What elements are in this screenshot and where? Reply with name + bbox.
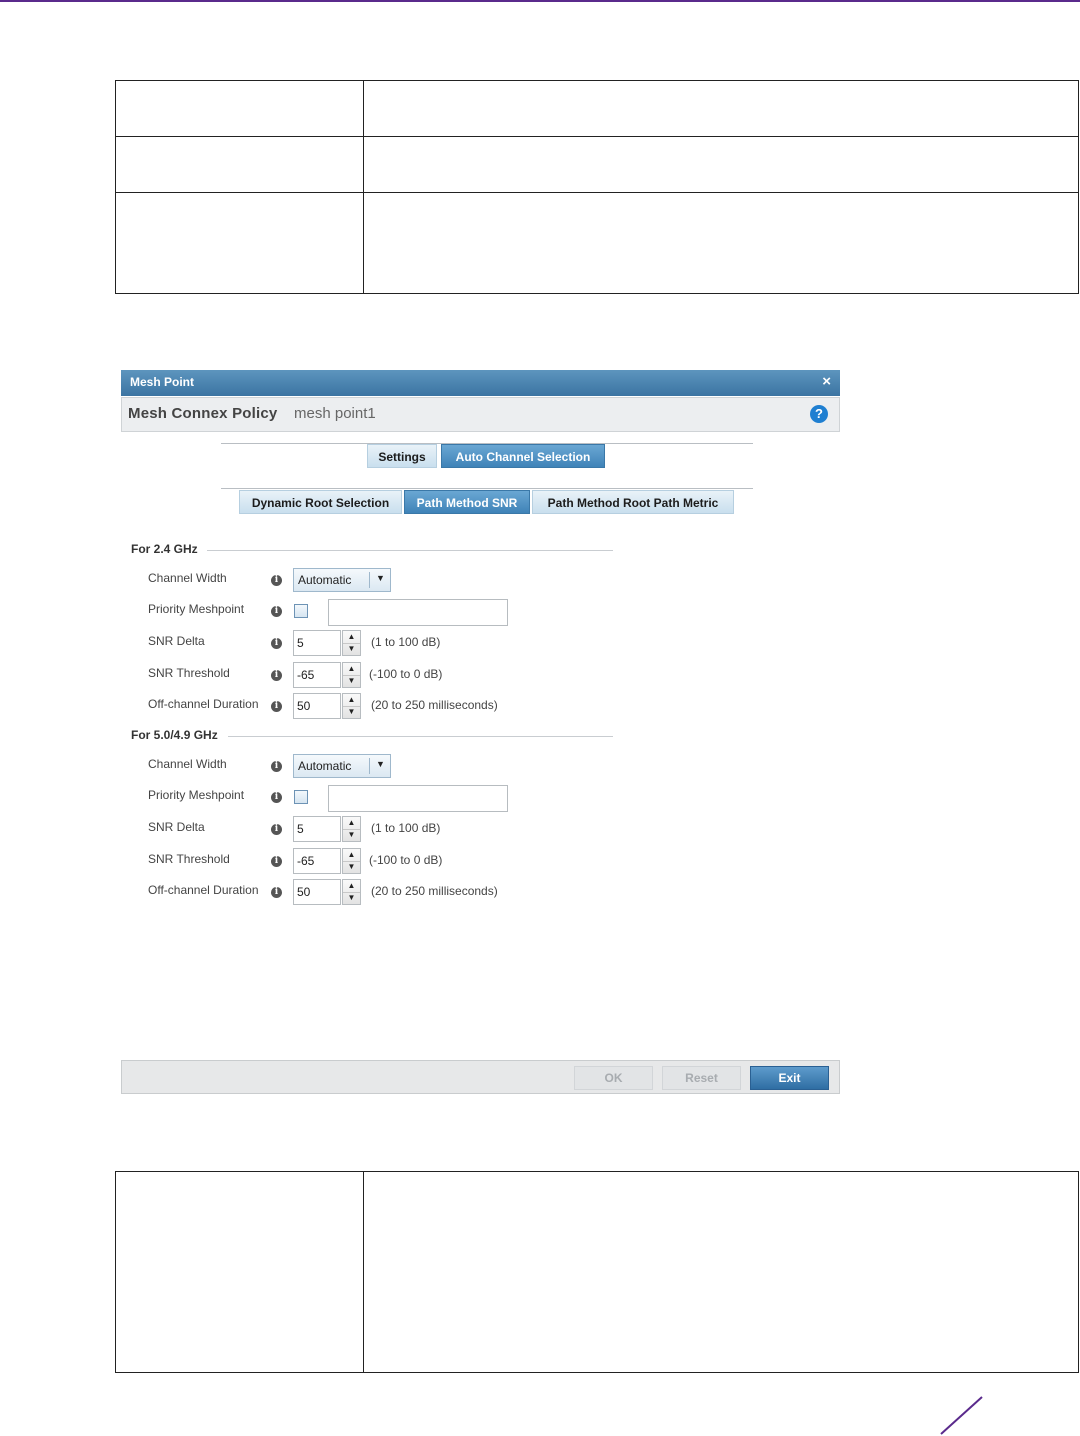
spin-down-icon[interactable]: ▼ <box>347 707 356 716</box>
spinner-buttons[interactable] <box>342 630 361 656</box>
spinner-buttons[interactable] <box>342 848 361 874</box>
priority-meshpoint-checkbox[interactable] <box>294 790 308 804</box>
priority-meshpoint-input[interactable] <box>328 785 508 812</box>
mesh-point-dialog <box>121 370 840 1094</box>
select-separator <box>369 572 370 588</box>
ok-button[interactable]: OK <box>574 1066 653 1090</box>
doc-table-bottom <box>115 1171 1079 1373</box>
page-top-rule <box>0 0 1080 2</box>
tab-settings[interactable]: Settings <box>367 444 437 468</box>
chevron-down-icon: ▼ <box>376 759 385 769</box>
priority-meshpoint-checkbox[interactable] <box>294 604 308 618</box>
info-icon[interactable]: i <box>271 701 282 712</box>
info-icon[interactable]: i <box>271 606 282 617</box>
info-icon[interactable]: i <box>271 761 282 772</box>
spin-up-icon[interactable]: ▲ <box>343 694 360 707</box>
off-channel-duration-range: (20 to 250 milliseconds) <box>371 698 498 712</box>
reset-button[interactable]: Reset <box>662 1066 741 1090</box>
info-icon[interactable]: i <box>271 575 282 586</box>
priority-meshpoint-input[interactable] <box>328 599 508 626</box>
dialog-title: Mesh Point <box>130 375 195 389</box>
channel-width-label: Channel Width <box>148 757 227 771</box>
policy-name: mesh point1 <box>294 405 376 422</box>
spin-up-icon[interactable]: ▲ <box>343 631 360 644</box>
snr-threshold-range: (-100 to 0 dB) <box>369 667 443 681</box>
spinner-buttons[interactable] <box>342 662 361 688</box>
spin-down-icon[interactable]: ▼ <box>347 676 356 685</box>
info-icon[interactable]: i <box>271 638 282 649</box>
snr-delta-spinner <box>293 816 363 842</box>
table-row <box>116 81 1079 137</box>
off-channel-duration-spinner <box>293 693 363 719</box>
off-channel-duration-input[interactable]: 50 <box>293 693 341 719</box>
close-icon[interactable]: × <box>822 373 831 390</box>
section-heading-5ghz: For 5.0/4.9 GHz <box>131 728 218 742</box>
exit-button[interactable]: Exit <box>750 1066 829 1090</box>
spin-up-icon[interactable]: ▲ <box>343 849 360 862</box>
section-divider <box>228 736 613 737</box>
tab-auto-channel-selection[interactable]: Auto Channel Selection <box>441 444 605 468</box>
snr-threshold-range: (-100 to 0 dB) <box>369 853 443 867</box>
spin-up-icon[interactable]: ▲ <box>343 663 360 676</box>
channel-width-select[interactable] <box>293 568 391 592</box>
off-channel-duration-label: Off-channel Duration <box>148 697 259 711</box>
snr-delta-label: SNR Delta <box>148 820 205 834</box>
policy-header <box>121 397 840 432</box>
snr-threshold-input[interactable]: -65 <box>293 662 341 688</box>
spin-up-icon[interactable]: ▲ <box>343 880 360 893</box>
dialog-footer <box>121 1060 840 1094</box>
off-channel-duration-label: Off-channel Duration <box>148 883 259 897</box>
table-row <box>116 193 1079 294</box>
snr-delta-label: SNR Delta <box>148 634 205 648</box>
chevron-down-icon: ▼ <box>376 573 385 583</box>
spinner-buttons[interactable] <box>342 879 361 905</box>
section-divider <box>207 550 613 551</box>
off-channel-duration-spinner <box>293 879 363 905</box>
page-corner-slash-icon <box>936 1394 986 1436</box>
tab-path-method-snr[interactable]: Path Method SNR <box>404 490 530 514</box>
spin-down-icon[interactable]: ▼ <box>347 830 356 839</box>
section-heading-2-4ghz: For 2.4 GHz <box>131 542 198 556</box>
snr-delta-input[interactable]: 5 <box>293 816 341 842</box>
priority-meshpoint-label: Priority Meshpoint <box>148 788 245 802</box>
snr-threshold-input[interactable]: -65 <box>293 848 341 874</box>
info-icon[interactable]: i <box>271 856 282 867</box>
spin-up-icon[interactable]: ▲ <box>343 817 360 830</box>
spin-down-icon[interactable]: ▼ <box>347 644 356 653</box>
snr-delta-range: (1 to 100 dB) <box>371 821 441 835</box>
table-row <box>116 1172 1079 1373</box>
snr-threshold-spinner <box>293 662 363 688</box>
snr-threshold-spinner <box>293 848 363 874</box>
doc-table-top <box>115 80 1079 294</box>
snr-threshold-label: SNR Threshold <box>148 666 230 680</box>
channel-width-select[interactable] <box>293 754 391 778</box>
snr-delta-range: (1 to 100 dB) <box>371 635 441 649</box>
channel-width-value: Automatic <box>298 573 352 587</box>
snr-delta-input[interactable]: 5 <box>293 630 341 656</box>
dialog-titlebar <box>121 370 840 396</box>
off-channel-duration-input[interactable]: 50 <box>293 879 341 905</box>
spin-down-icon[interactable]: ▼ <box>347 862 356 871</box>
info-icon[interactable]: i <box>271 887 282 898</box>
channel-width-label: Channel Width <box>148 571 227 585</box>
info-icon[interactable]: i <box>271 824 282 835</box>
spinner-buttons[interactable] <box>342 816 361 842</box>
select-separator <box>369 758 370 774</box>
priority-meshpoint-label: Priority Meshpoint <box>148 602 245 616</box>
table-row <box>116 137 1079 193</box>
spin-down-icon[interactable]: ▼ <box>347 893 356 902</box>
tab-path-method-root-path-metric[interactable]: Path Method Root Path Metric <box>532 490 734 514</box>
help-icon[interactable]: ? <box>810 405 828 423</box>
info-icon[interactable]: i <box>271 670 282 681</box>
snr-delta-spinner <box>293 630 363 656</box>
info-icon[interactable]: i <box>271 792 282 803</box>
tab-dynamic-root-selection[interactable]: Dynamic Root Selection <box>239 490 402 514</box>
policy-label: Mesh Connex Policy <box>128 405 278 422</box>
snr-threshold-label: SNR Threshold <box>148 852 230 866</box>
channel-width-value: Automatic <box>298 759 352 773</box>
spinner-buttons[interactable] <box>342 693 361 719</box>
subtab-divider <box>221 488 753 489</box>
off-channel-duration-range: (20 to 250 milliseconds) <box>371 884 498 898</box>
